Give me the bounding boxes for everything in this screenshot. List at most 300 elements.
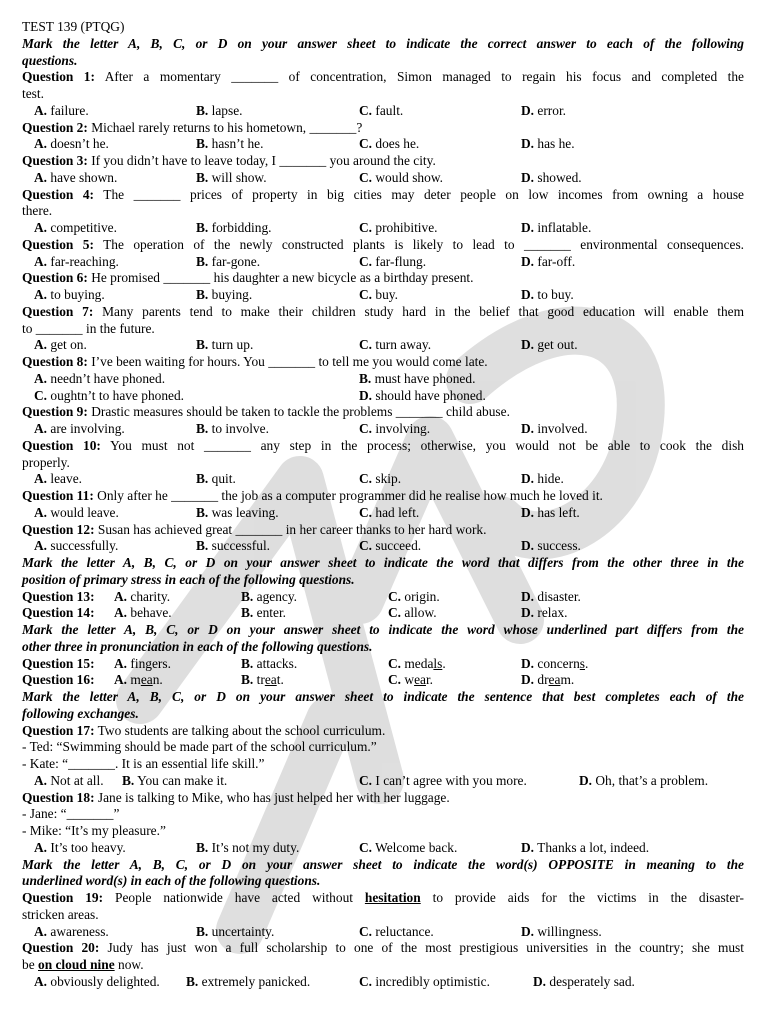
underlined-word: hesitation	[364, 890, 421, 905]
question-text: Many parents tend to make their children study hard in the belief that good education will enable them	[102, 303, 744, 319]
option-a	[34, 254, 119, 271]
question-text: After a momentary _______ of concentration, Simon managed to regain his focus and completed the	[104, 69, 745, 85]
option-text: agency.	[256, 588, 298, 604]
option-letter: C.	[388, 655, 402, 671]
option-letter: D.	[359, 387, 373, 403]
option-c	[359, 538, 421, 555]
option-text: concern	[537, 655, 580, 671]
option-text: to buy.	[537, 287, 574, 302]
question-label: Question 1:	[22, 69, 95, 85]
option-b	[122, 773, 227, 790]
option-text: successful.	[211, 538, 271, 554]
option-text: reluctance.	[375, 923, 434, 939]
option-a	[114, 589, 170, 606]
question-label	[365, 890, 421, 905]
option-text: r.	[425, 672, 434, 688]
question-text: The operation of the newly constructed plants is likely to lead to _______ environmental consequences.	[103, 236, 745, 252]
option-letter: D.	[521, 471, 535, 487]
option-text: m.	[560, 672, 575, 688]
option-letter: A.	[34, 923, 48, 939]
option-letter: C.	[359, 253, 373, 269]
option-letter: B.	[196, 220, 209, 235]
option-text: was leaving.	[211, 504, 279, 520]
option-text: .	[442, 655, 446, 671]
option-text: attacks	[256, 655, 294, 671]
question-label: Question 5:	[22, 236, 94, 252]
option-text: has left.	[537, 504, 580, 520]
question-19-options	[22, 924, 744, 941]
question-label: Question 11:	[22, 488, 94, 503]
option-text: incredibly optimistic.	[375, 973, 490, 989]
question-text: Susan has achieved great _______ in her career thanks to her hard work.	[97, 521, 487, 537]
option-letter: B.	[196, 839, 209, 855]
question-text: to provide aids for the victims in the disaster-	[432, 890, 744, 905]
question-label: Question 19:	[22, 890, 104, 905]
option-c	[359, 220, 438, 237]
option-letter: B.	[241, 588, 254, 604]
option-letter: A.	[34, 102, 48, 118]
instruction-2: Mark the letter A, B, C, or D on your answer sheet to indicate the word that differs from the other three in the	[22, 555, 744, 570]
question-1-stem-cont: test.	[22, 86, 44, 101]
option-a	[34, 103, 89, 120]
option-letter: B.	[359, 370, 372, 386]
question-label: Question 8:	[22, 354, 88, 369]
option-letter: C.	[34, 387, 48, 403]
option-a	[34, 220, 117, 237]
option-text: fingers	[130, 655, 168, 671]
option-b	[196, 505, 279, 522]
option-text: m	[130, 672, 141, 688]
option-text: successfully.	[50, 538, 119, 554]
dialogue-line: - Ted: “Swimming should be made part of the school curriculum.”	[22, 739, 377, 755]
option-letter: C.	[359, 772, 373, 788]
option-a	[114, 605, 172, 622]
option-text: needn’t have phoned.	[50, 370, 166, 386]
option-text: uncertainty.	[211, 923, 275, 939]
option-b	[196, 471, 236, 488]
option-letter: D.	[521, 102, 535, 118]
option-text: doesn’t he.	[50, 136, 109, 152]
question-text: Only after he _______ the job as a computer programmer did he realise how much he loved it.	[97, 488, 603, 503]
question-17-stem	[22, 723, 744, 740]
instruction-3-cont: other three in pronunciation in each of the following questions.	[22, 638, 373, 654]
option-text: must have phoned.	[374, 370, 476, 386]
option-text: behave.	[130, 605, 172, 621]
option-text: quit.	[211, 471, 236, 487]
option-a	[34, 170, 117, 187]
option-text: obviously delighted.	[50, 973, 160, 989]
option-letter: C.	[359, 102, 373, 118]
question-10-stem-cont: properly.	[22, 454, 70, 470]
option-text: failure.	[50, 102, 89, 118]
question-14	[22, 605, 744, 622]
question-label: Question 9:	[22, 404, 88, 420]
option-c	[359, 505, 419, 522]
option-text: would leave.	[50, 504, 119, 520]
test-header: TEST 139 (PTQG)	[22, 19, 125, 34]
question-text: People nationwide have acted without	[115, 890, 353, 905]
question-8-stem	[22, 354, 744, 371]
option-letter: A.	[34, 839, 48, 855]
question-8-options-cd	[22, 388, 744, 405]
option-a	[34, 371, 165, 388]
question-label: Question 15:	[22, 655, 95, 671]
option-b	[241, 656, 297, 673]
option-a	[34, 471, 82, 488]
option-text: n.	[152, 672, 163, 688]
option-d	[521, 471, 564, 488]
option-text: far-off.	[537, 253, 576, 269]
question-text: He promised _______ his daughter a new bicycle as a birthday present.	[91, 270, 474, 286]
option-letter: C.	[359, 169, 373, 185]
option-letter: D.	[521, 421, 535, 436]
question-7-stem-cont: to _______ in the future.	[22, 320, 155, 336]
option-a	[34, 773, 104, 790]
option-b	[196, 538, 270, 555]
option-letter: A.	[34, 136, 48, 152]
option-letter: C.	[359, 136, 373, 152]
option-d	[521, 421, 588, 438]
option-text: skip.	[375, 471, 402, 487]
option-letter: B.	[196, 923, 209, 939]
option-letter: B.	[241, 655, 254, 671]
option-letter: C.	[359, 839, 373, 855]
instruction-4: Mark the letter A, B, C, or D on your answer sheet to indicate the sentence that best completes each of the	[22, 689, 744, 704]
option-letter: D.	[521, 287, 535, 302]
question-text: You must not _______ any step in the process; otherwise, you would not be able to cook the dish	[110, 437, 744, 453]
option-d	[521, 136, 575, 153]
option-text: showed.	[537, 169, 582, 185]
question-18-stem	[22, 790, 744, 807]
option-text: relax.	[537, 605, 568, 621]
option-letter: B.	[241, 672, 254, 688]
option-letter: B.	[196, 253, 209, 269]
option-text: ea	[548, 672, 561, 688]
option-letter: A.	[114, 588, 128, 604]
option-text: ea	[140, 672, 153, 688]
question-text: Judy has just won a full scholarship to one of the most prestigious universities in the country; she must	[107, 940, 744, 956]
option-letter: D.	[521, 253, 535, 269]
instruction-4-cont: following exchanges.	[22, 705, 139, 721]
question-text: be	[22, 957, 35, 972]
option-c	[359, 773, 527, 790]
option-d	[521, 103, 566, 120]
option-letter: D.	[521, 337, 535, 353]
option-d	[521, 656, 588, 673]
option-d	[521, 605, 568, 622]
option-letter: C.	[359, 973, 373, 989]
question-text: The _______ prices of property in big cities may deter people on low incomes from owning a house	[103, 186, 745, 202]
option-text: Welcome back.	[375, 839, 458, 855]
option-letter: A.	[114, 605, 128, 621]
option-text: competitive.	[50, 220, 117, 235]
question-19-stem-cont: stricken areas.	[22, 906, 99, 922]
option-text: involved.	[537, 421, 588, 436]
option-d	[521, 254, 575, 271]
option-letter: B.	[196, 504, 209, 520]
question-6-stem	[22, 270, 744, 287]
option-text: involving.	[375, 421, 431, 436]
option-text: had left.	[375, 504, 420, 520]
question-label: Question 14:	[22, 605, 95, 621]
option-c	[359, 103, 403, 120]
question-7-options	[22, 337, 744, 354]
instruction-1: Mark the letter A, B, C, or D on your answer sheet to indicate the correct answer to each of the following	[22, 35, 744, 51]
option-c	[388, 656, 446, 673]
option-d	[521, 672, 574, 689]
question-19-stem	[22, 890, 744, 907]
option-d	[521, 337, 578, 354]
question-label: Question 20:	[22, 940, 100, 956]
option-letter: B.	[196, 471, 209, 487]
option-text: buying.	[211, 287, 253, 302]
dialogue-line: - Kate: “_______. It is an essential life skill.”	[22, 756, 265, 771]
option-d	[521, 589, 581, 606]
option-text: leave.	[50, 471, 82, 487]
option-text: .	[293, 655, 298, 671]
option-letter: A.	[34, 471, 48, 487]
option-letter: C.	[359, 421, 373, 436]
option-c	[388, 605, 437, 622]
question-9-options	[22, 421, 744, 438]
question-3-stem	[22, 153, 744, 170]
question-label: Question 2:	[22, 119, 88, 135]
question-5-stem	[22, 237, 744, 254]
question-8-options-ab	[22, 371, 744, 388]
option-text: to involve.	[211, 421, 269, 436]
option-letter: B.	[196, 421, 209, 436]
option-letter: C.	[388, 672, 402, 688]
option-b	[359, 371, 475, 388]
option-b	[196, 136, 263, 153]
option-letter: D.	[521, 538, 535, 554]
instruction-5-cont: underlined word(s) in each of the following questions.	[22, 873, 321, 889]
option-text: prohibitive.	[375, 220, 438, 235]
option-c	[359, 136, 419, 153]
question-label: Question 17:	[22, 722, 95, 738]
option-letter: D.	[533, 973, 547, 989]
option-text: meda	[404, 655, 434, 671]
option-text: would show.	[375, 169, 443, 185]
question-12-stem	[22, 522, 744, 539]
question-text: Drastic measures should be taken to tackle the problems _______ child abuse.	[91, 404, 510, 420]
option-letter: A.	[34, 772, 48, 788]
option-letter: D.	[521, 605, 535, 621]
option-text: enter.	[256, 605, 287, 621]
instruction-1-cont: questions.	[22, 52, 78, 68]
option-text: Oh, that’s a problem.	[595, 772, 709, 788]
question-4-stem	[22, 187, 744, 204]
option-letter: B.	[122, 772, 135, 788]
question-16	[22, 672, 744, 689]
question-label	[38, 957, 115, 972]
option-letter: C.	[359, 337, 373, 353]
option-a	[34, 136, 109, 153]
question-13	[22, 589, 744, 606]
option-c	[359, 974, 490, 991]
option-b	[186, 974, 310, 991]
option-c	[34, 388, 184, 405]
option-c	[359, 421, 430, 438]
option-letter: C.	[359, 923, 373, 939]
option-text: to buying.	[50, 287, 105, 302]
question-20-stem-cont	[22, 957, 744, 974]
option-a	[34, 287, 105, 304]
option-letter: C.	[359, 504, 373, 520]
question-2-options	[22, 136, 744, 153]
option-d	[521, 538, 581, 555]
option-text: inflatable.	[537, 220, 592, 235]
option-d	[521, 840, 649, 857]
question-label: Question 3:	[22, 153, 88, 168]
option-b	[196, 337, 253, 354]
instruction-3: Mark the letter A, B, C, or D on your answer sheet to indicate the word whose underlined part differs from the	[22, 622, 744, 637]
underlined-phrase: on cloud nine	[38, 957, 115, 972]
option-a	[34, 505, 119, 522]
option-text: It’s not my duty.	[211, 839, 300, 855]
option-d	[521, 220, 591, 237]
question-text: Jane is talking to Mike, who has just helped her with her luggage.	[97, 789, 450, 805]
question-label: Question 6:	[22, 270, 88, 286]
question-20-stem	[22, 940, 744, 957]
option-text: extremely panicked.	[201, 973, 311, 989]
option-text: success.	[537, 538, 581, 554]
option-text: dr	[537, 672, 549, 688]
option-b	[241, 672, 284, 689]
option-d	[521, 924, 602, 941]
exam-page	[22, 19, 744, 991]
option-b	[196, 220, 272, 237]
question-9-stem	[22, 404, 744, 421]
option-a	[114, 656, 171, 673]
question-text: Michael rarely returns to his hometown, _______?	[91, 119, 363, 135]
question-text: If you didn’t have to leave today, I _______ you around the city.	[91, 153, 436, 168]
option-text: allow.	[404, 605, 437, 621]
option-d	[533, 974, 635, 991]
option-text: ea	[264, 672, 277, 688]
option-text: origin.	[404, 588, 440, 604]
option-letter: B.	[196, 538, 209, 554]
option-c	[388, 589, 440, 606]
option-a	[34, 974, 160, 991]
option-letter: B.	[196, 136, 209, 152]
option-letter: A.	[34, 973, 48, 989]
option-letter: A.	[34, 504, 48, 520]
option-text: are involving.	[50, 421, 125, 436]
option-c	[359, 471, 401, 488]
option-b	[196, 254, 260, 271]
option-text: get on.	[50, 337, 87, 353]
option-text: It’s too heavy.	[50, 839, 126, 855]
option-a	[34, 538, 118, 555]
option-text: forbidding.	[211, 220, 272, 235]
option-text: ls	[433, 655, 443, 671]
option-d	[359, 388, 486, 405]
question-1-stem	[22, 69, 744, 86]
option-b	[241, 605, 286, 622]
option-letter: D.	[521, 504, 535, 520]
option-letter: B.	[186, 973, 199, 989]
dialogue-line: - Jane: “_______”	[22, 806, 120, 822]
option-text: far-gone.	[211, 253, 261, 269]
option-a	[34, 840, 126, 857]
question-20-options	[22, 974, 744, 991]
option-c	[359, 337, 431, 354]
question-text: I’ve been waiting for hours. You _______ to tell me you would come late.	[91, 354, 488, 369]
question-1-options	[22, 103, 744, 120]
option-text: ea	[414, 672, 426, 688]
option-letter: C.	[359, 287, 373, 302]
option-letter: D.	[579, 772, 593, 788]
option-c	[359, 924, 434, 941]
question-2-stem	[22, 120, 744, 137]
option-letter: A.	[34, 253, 48, 269]
question-label: Question 16:	[22, 672, 95, 688]
question-5-options	[22, 254, 744, 271]
option-text: turn up.	[211, 337, 254, 353]
option-letter: B.	[196, 287, 209, 302]
option-text: have shown.	[50, 169, 118, 185]
option-letter: B.	[196, 337, 209, 353]
option-text: hasn’t he.	[211, 136, 264, 152]
option-b	[196, 840, 299, 857]
option-text: get out.	[537, 337, 578, 353]
option-letter: A.	[34, 287, 48, 302]
option-text: willingness.	[537, 923, 602, 939]
option-c	[388, 672, 433, 689]
option-text: buy.	[375, 287, 398, 302]
question-text: Two students are talking about the school curriculum.	[97, 722, 386, 738]
question-10-stem	[22, 438, 744, 455]
option-letter: B.	[241, 605, 254, 621]
option-text: far-flung.	[375, 253, 427, 269]
question-11-stem	[22, 488, 744, 505]
option-text: .	[167, 655, 171, 671]
option-text: disaster.	[537, 588, 581, 604]
option-letter: C.	[359, 471, 373, 487]
option-letter: D.	[521, 923, 535, 939]
question-3-options	[22, 170, 744, 187]
option-letter: A.	[34, 169, 48, 185]
option-text: fault.	[375, 102, 404, 118]
option-letter: B.	[196, 102, 209, 118]
option-letter: D.	[521, 136, 535, 152]
option-letter: A.	[34, 370, 48, 386]
option-c	[359, 287, 398, 304]
question-18-options	[22, 840, 744, 857]
option-text: I can’t agree with you more.	[375, 772, 527, 788]
option-a	[34, 421, 125, 438]
option-letter: D.	[521, 169, 535, 185]
option-text: error.	[537, 102, 567, 118]
option-letter: A.	[34, 421, 48, 436]
question-label: Question 18:	[22, 789, 95, 805]
option-a	[114, 672, 163, 689]
option-text: does he.	[375, 136, 420, 152]
question-label: Question 13:	[22, 588, 95, 604]
option-text: should have phoned.	[375, 387, 486, 403]
option-letter: D.	[521, 655, 535, 671]
option-text: turn away.	[375, 337, 432, 353]
option-c	[359, 254, 426, 271]
option-text: You can make it.	[137, 772, 228, 788]
question-label: Question 7:	[22, 303, 94, 319]
option-letter: A.	[34, 538, 48, 554]
option-c	[359, 840, 457, 857]
option-text: has he.	[537, 136, 575, 152]
option-b	[196, 103, 243, 120]
option-d	[579, 773, 708, 790]
